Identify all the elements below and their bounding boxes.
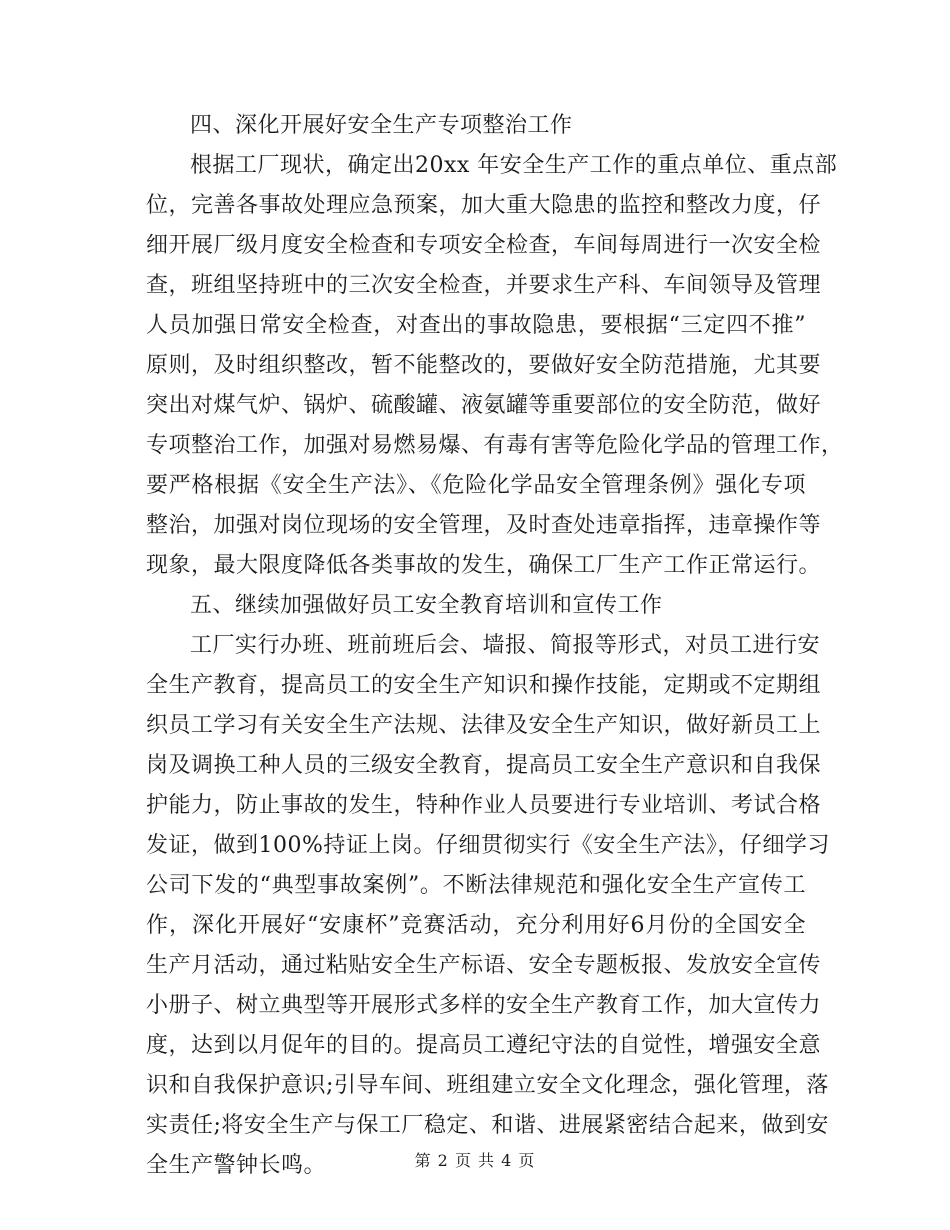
section-heading-5: 五、继续加强做好员工安全教育培训和宣传工作 bbox=[190, 593, 663, 618]
paragraph-line: 人员加强日常安全检查，对查出的事故隐患，要根据“三定四不推” bbox=[146, 313, 806, 338]
document-body bbox=[146, 106, 844, 1186]
paragraph-line: 度，达到以月促年的目的。提高员工遵纪守法的自觉性，增强安全意 bbox=[146, 1033, 822, 1058]
paragraph-line: 公司下发的“典型事故案例”。不断法律规范和强化安全生产宣传工 bbox=[146, 873, 806, 898]
paragraph-line: 现象，最大限度降低各类事故的发生，确保工厂生产工作正常运行。 bbox=[146, 553, 822, 578]
paragraph-line: 位，完善各事故处理应急预案，加大重大隐患的监控和整改力度，仔 bbox=[146, 193, 822, 218]
paragraph-line: 全生产警钟长鸣。 bbox=[146, 1153, 327, 1178]
paragraph-line: 织员工学习有关安全生产法规、法律及安全生产知识，做好新员工上 bbox=[146, 713, 822, 738]
paragraph-line: 生产月活动，通过粘贴安全生产标语、安全专题板报、发放安全宣传 bbox=[146, 953, 822, 978]
paragraph-line: 岗及调换工种人员的三级安全教育，提高员工安全生产意识和自我保 bbox=[146, 753, 822, 778]
paragraph-line: 小册子、树立典型等开展形式多样的安全生产教育工作，加大宣传力 bbox=[146, 993, 822, 1018]
paragraph-line: 根据工厂现状，确定出20xx 年安全生产工作的重点单位、重点部 bbox=[190, 153, 838, 178]
paragraph-line: 细开展厂级月度安全检查和专项安全检查，车间每周进行一次安全检 bbox=[146, 233, 822, 258]
section-heading-4: 四、深化开展好安全生产专项整治工作 bbox=[190, 113, 573, 138]
paragraph-line: 突出对煤气炉、锅炉、硫酸罐、液氨罐等重要部位的安全防范，做好 bbox=[146, 393, 822, 418]
paragraph-line: 护能力，防止事故的发生，特种作业人员要进行专业培训、考试合格 bbox=[146, 793, 822, 818]
paragraph-line: 全生产教育，提高员工的安全生产知识和操作技能，定期或不定期组 bbox=[146, 673, 822, 698]
paragraph-line: 作，深化开展好“安康杯”竞赛活动，充分利用好6月份的全国安全 bbox=[146, 913, 806, 938]
paragraph-line: 工厂实行办班、班前班后会、墙报、简报等形式，对员工进行安 bbox=[190, 633, 821, 658]
paragraph-line: 识和自我保护意识;引导车间、班组建立安全文化理念，强化管理，落 bbox=[146, 1073, 829, 1098]
paragraph-line: 专项整治工作，加强对易燃易爆、有毒有害等危险化学品的管理工作， bbox=[146, 433, 844, 458]
paragraph-line: 原则，及时组织整改，暂不能整改的，要做好安全防范措施，尤其要 bbox=[146, 353, 822, 378]
page-number-footer: 第 2 页 共 4 页 bbox=[414, 1151, 536, 1170]
paragraph-line: 发证，做到100%持证上岗。仔细贯彻实行《安全生产法》，仔细学习 bbox=[146, 833, 830, 858]
paragraph-line: 整治，加强对岗位现场的安全管理，及时查处违章指挥，违章操作等 bbox=[146, 513, 822, 538]
paragraph-line: 实责任;将安全生产与保工厂稳定、和谐、进展紧密结合起来，做到安 bbox=[146, 1113, 829, 1138]
paragraph-line: 要严格根据《安全生产法》、《危险化学品安全管理条例》强化专项 bbox=[146, 473, 806, 498]
paragraph-line: 查，班组坚持班中的三次安全检查，并要求生产科、车间领导及管理 bbox=[146, 273, 822, 298]
